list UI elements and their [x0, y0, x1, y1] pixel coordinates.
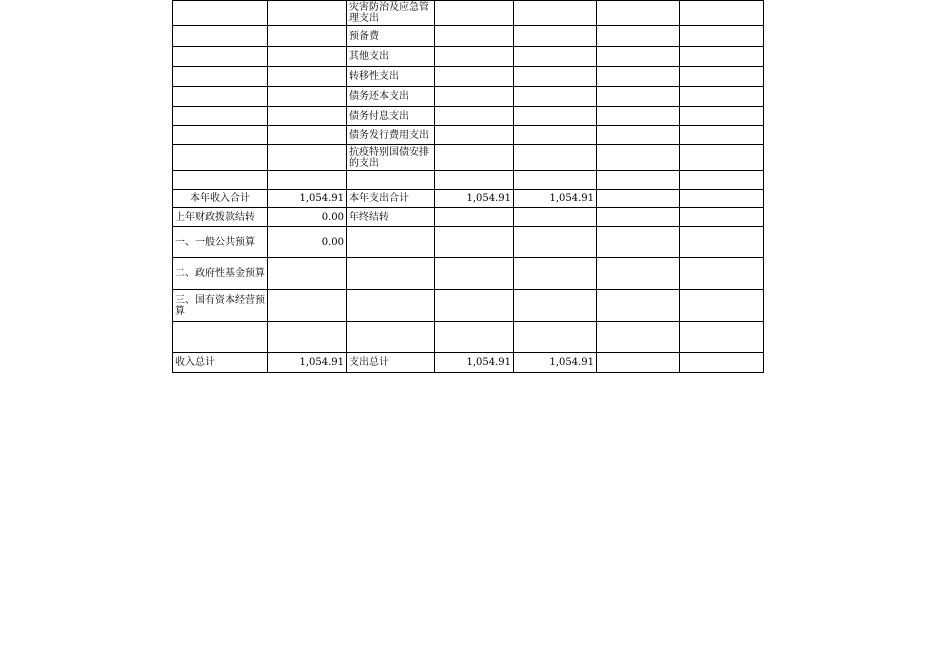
expense-item-label: 债务发行费用支出 — [347, 126, 435, 145]
income-total-value: 1,054.91 — [268, 353, 347, 373]
expense-total-value-2: 1,054.91 — [514, 353, 597, 373]
expense-item-label: 抗疫特别国债安排的支出 — [347, 145, 435, 171]
income-year-value: 1,054.91 — [268, 190, 347, 208]
table-body — [173, 1, 764, 373]
gov-fund-row — [173, 258, 764, 290]
table-row — [173, 126, 764, 145]
expense-item-label — [347, 171, 435, 190]
table-row — [173, 107, 764, 126]
year-total-row — [173, 190, 764, 208]
expense-year-label: 本年支出合计 — [347, 190, 435, 208]
general-budget-row — [173, 227, 764, 258]
expense-total-label: 支出总计 — [347, 353, 435, 373]
expense-item-label: 转移性支出 — [347, 67, 435, 87]
gov-fund-label: 二、政府性基金预算 — [173, 258, 268, 290]
spacer-row — [173, 322, 764, 353]
expense-item-label: 灾害防治及应急管理支出 — [347, 1, 435, 26]
income-year-label: 本年收入合计 — [173, 190, 268, 208]
state-capital-row — [173, 290, 764, 322]
table-row — [173, 145, 764, 171]
table-row — [173, 1, 764, 26]
expense-item-label: 其他支出 — [347, 47, 435, 67]
grand-total-row — [173, 353, 764, 373]
year-end-label: 年终结转 — [347, 208, 435, 227]
table-row — [173, 67, 764, 87]
expense-total-value-1: 1,054.91 — [435, 353, 514, 373]
state-capital-label: 三、国有资本经营预算 — [173, 290, 268, 322]
expense-year-value-2: 1,054.91 — [514, 190, 597, 208]
table-row — [173, 171, 764, 190]
expense-item-label: 预备费 — [347, 26, 435, 47]
general-budget-value: 0.00 — [268, 227, 347, 258]
general-budget-label: 一、一般公共预算 — [173, 227, 268, 258]
expense-year-value-1: 1,054.91 — [435, 190, 514, 208]
expense-item-label: 债务还本支出 — [347, 87, 435, 107]
table-row — [173, 26, 764, 47]
income-total-label: 收入总计 — [173, 353, 268, 373]
prev-carry-value: 0.00 — [268, 208, 347, 227]
table-row — [173, 47, 764, 67]
expense-item-label: 债务付息支出 — [347, 107, 435, 126]
prev-carry-label: 上年财政拨款结转 — [173, 208, 268, 227]
budget-table — [172, 0, 764, 373]
prev-carry-row — [173, 208, 764, 227]
table-row — [173, 87, 764, 107]
